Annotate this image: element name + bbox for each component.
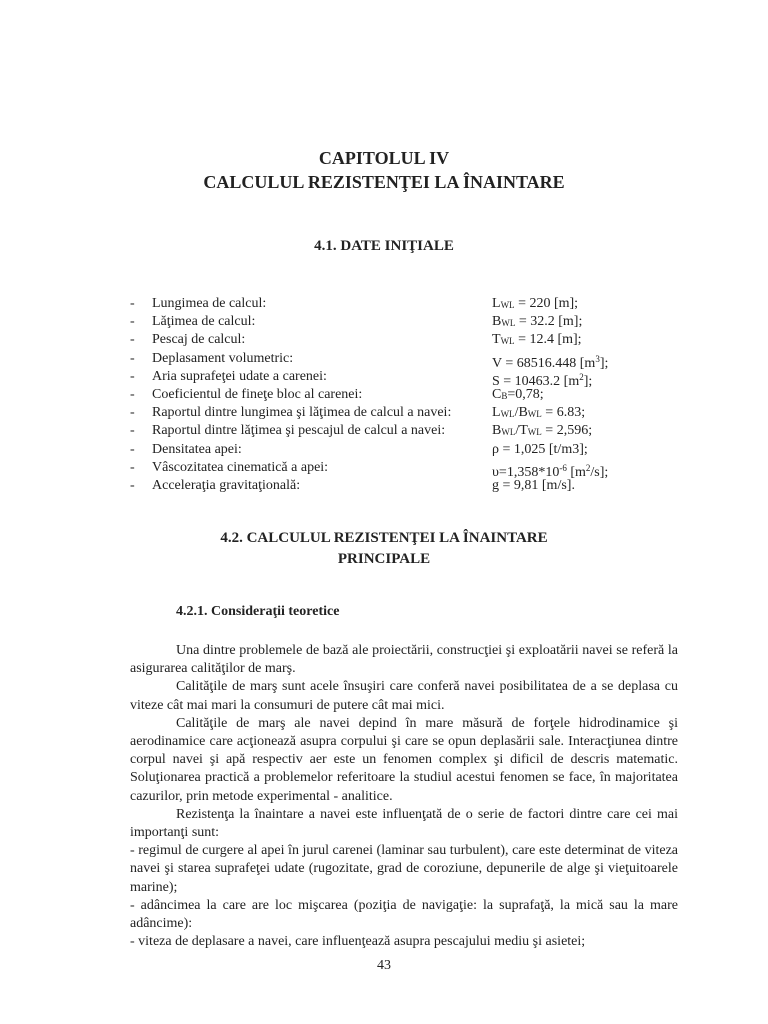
body-paragraph: - adâncimea la care are loc mişcarea (poziţia de navigaţie: la suprafaţă, la mică sau la mare adâncime):	[130, 897, 678, 932]
value-part-sub: WL	[501, 318, 516, 329]
body-paragraph: Rezistenţa la înaintare a navei este influenţată de o serie de factori dintre care cei mai importanţi sunt:	[130, 806, 678, 841]
data-list-item	[130, 404, 650, 422]
item-label: Lungimea de calcul:	[152, 296, 267, 311]
list-dash: -	[130, 477, 135, 493]
value-part-pre: ρ = 1,025 [t/m3];	[492, 441, 588, 457]
section-title-resistance-line2: PRINCIPALE	[337, 551, 431, 567]
value-part-pre: C	[492, 386, 502, 402]
value-part-sub: WL	[500, 300, 515, 310]
item-label: Pescaj de calcul:	[152, 332, 246, 348]
value-part-pre: L	[492, 405, 501, 421]
value-part-post: = 2,596;	[541, 423, 593, 439]
value-part-sub: WL	[500, 409, 515, 420]
value-part-mid: /B	[514, 405, 528, 421]
value-part-pre: T	[492, 332, 501, 348]
value-part-sub2: WL	[527, 427, 542, 438]
item-label: Densitatea apei:	[152, 441, 242, 457]
value-part-pre: g = 9,81 [m/s].	[492, 477, 575, 493]
chapter-label: CAPITOLUL IV	[318, 148, 450, 168]
list-dash: -	[130, 350, 135, 366]
value-part-post: ];	[583, 373, 593, 389]
list-dash: -	[130, 332, 135, 348]
body-paragraph: Una dintre problemele de bază ale proiectării, construcţiei şi exploatării navei se referă la asigurarea calităţilor de marş.	[130, 643, 678, 677]
item-label: Coeficientul de fineţe bloc al carenei:	[152, 386, 363, 402]
list-dash: -	[130, 459, 135, 475]
value-part-pre: V = 68516.448 [m	[492, 355, 596, 371]
data-list-item	[130, 477, 650, 495]
item-value	[492, 331, 650, 349]
value-part-sub: B	[501, 390, 508, 401]
data-list-item	[130, 350, 650, 371]
body-paragraph: - viteza de deplasare a navei, care influenţează asupra pescajului mediu şi asietei;	[130, 934, 586, 950]
value-part-pre: υ=1,358*10	[492, 464, 560, 480]
body-text	[130, 642, 678, 951]
value-part-sup: 3	[595, 353, 600, 364]
item-label: Deplasament volumetric:	[152, 350, 294, 366]
value-part-post: = 220 [m];	[514, 296, 579, 311]
body-paragraph: Calităţile de marş ale navei depind în mare măsură de forţele hidrodinamice şi aerodinamice care acţionează asupra corpului şi care se opun deplasării sale. Interacţiunea dintre corpul navei şi apă respectiv aer este un fenomen complex şi dificil de descris matematic. Soluţionarea practică a problemelor referitoare la studiul acestui fenomen se face, în majoritatea cazurilor, prin metode experimental - analitice.	[130, 715, 678, 804]
value-part-sup: 2	[579, 371, 584, 382]
value-part-post: = 32.2 [m];	[515, 314, 583, 330]
value-part-post: = 12.4 [m];	[514, 332, 582, 348]
data-list-item	[130, 313, 650, 331]
subsection-title: 4.2.1. Consideraţii teoretice	[176, 604, 340, 619]
item-value	[492, 295, 650, 313]
value-part-pre: B	[492, 314, 502, 330]
item-value	[492, 422, 650, 440]
value-part-post: [m	[566, 464, 586, 480]
item-value	[492, 441, 650, 459]
section-title-initial-data: 4.1. DATE INIŢIALE	[314, 238, 454, 254]
data-list-item	[130, 459, 650, 480]
value-part-sup: -6	[559, 462, 567, 473]
value-part-pre: B	[492, 423, 502, 439]
item-value	[492, 350, 650, 371]
body-paragraph: Calităţile de marş sunt acele însuşiri care conferă navei posibilitatea de a se deplasa cu viteze cât mai mari la consumuri de putere cât mai mici.	[130, 679, 678, 713]
value-part-pre: S = 10463.2 [m	[492, 373, 580, 389]
item-value	[492, 477, 650, 495]
item-value	[492, 313, 650, 331]
value-part-sub: WL	[500, 336, 515, 347]
item-label: Lăţimea de calcul:	[152, 314, 256, 330]
data-list-item	[130, 331, 650, 349]
data-list-item	[130, 368, 650, 389]
value-part-post: ];	[599, 355, 609, 371]
item-label: Raportul dintre lăţimea şi pescajul de calcul a navei:	[152, 423, 446, 439]
value-part-sub: WL	[501, 427, 516, 438]
item-label: Raportul dintre lungimea şi lăţimea de calcul a navei:	[152, 405, 452, 421]
data-list-item	[130, 386, 650, 404]
value-part-mid: /T	[515, 423, 528, 439]
value-part-sub2: WL	[527, 409, 542, 420]
item-label: Aria suprafeţei udate a carenei:	[152, 368, 327, 384]
list-dash: -	[130, 386, 135, 402]
item-value	[492, 459, 650, 480]
chapter-title: CALCULUL REZISTENŢEI LA ÎNAINTARE	[203, 172, 565, 192]
body-paragraph: - regimul de curgere al apei în jurul carenei (laminar sau turbulent), care este determinat de viteza navei şi starea suprafeţei udate (rugozitate, grad de coroziune, depunerile de alge şi vieţuitoarele marine);	[130, 843, 678, 895]
page-number: 43	[377, 958, 391, 973]
initial-data-list	[130, 295, 650, 495]
data-list-item	[130, 422, 650, 440]
list-dash: -	[130, 423, 135, 439]
data-list-item	[130, 441, 650, 459]
item-value	[492, 386, 650, 404]
value-part-sup2: 2	[585, 462, 591, 473]
list-dash: -	[130, 314, 135, 330]
value-part-post2: /s];	[590, 464, 609, 480]
value-part-pre: L	[492, 296, 501, 311]
value-part-post: = 6.83;	[541, 405, 586, 421]
list-dash: -	[130, 296, 135, 311]
value-part-post: =0,78;	[507, 386, 544, 402]
data-list-item	[130, 295, 650, 313]
item-label: Vâscozitatea cinematică a apei:	[152, 459, 329, 475]
item-value	[492, 404, 650, 422]
item-label: Acceleraţia gravitaţională:	[152, 477, 301, 493]
list-dash: -	[130, 368, 135, 384]
section-title-resistance-line1: 4.2. CALCULUL REZISTENŢEI LA ÎNAINTARE	[220, 530, 548, 546]
list-dash: -	[130, 405, 135, 421]
item-value	[492, 368, 650, 389]
list-dash: -	[130, 441, 135, 457]
